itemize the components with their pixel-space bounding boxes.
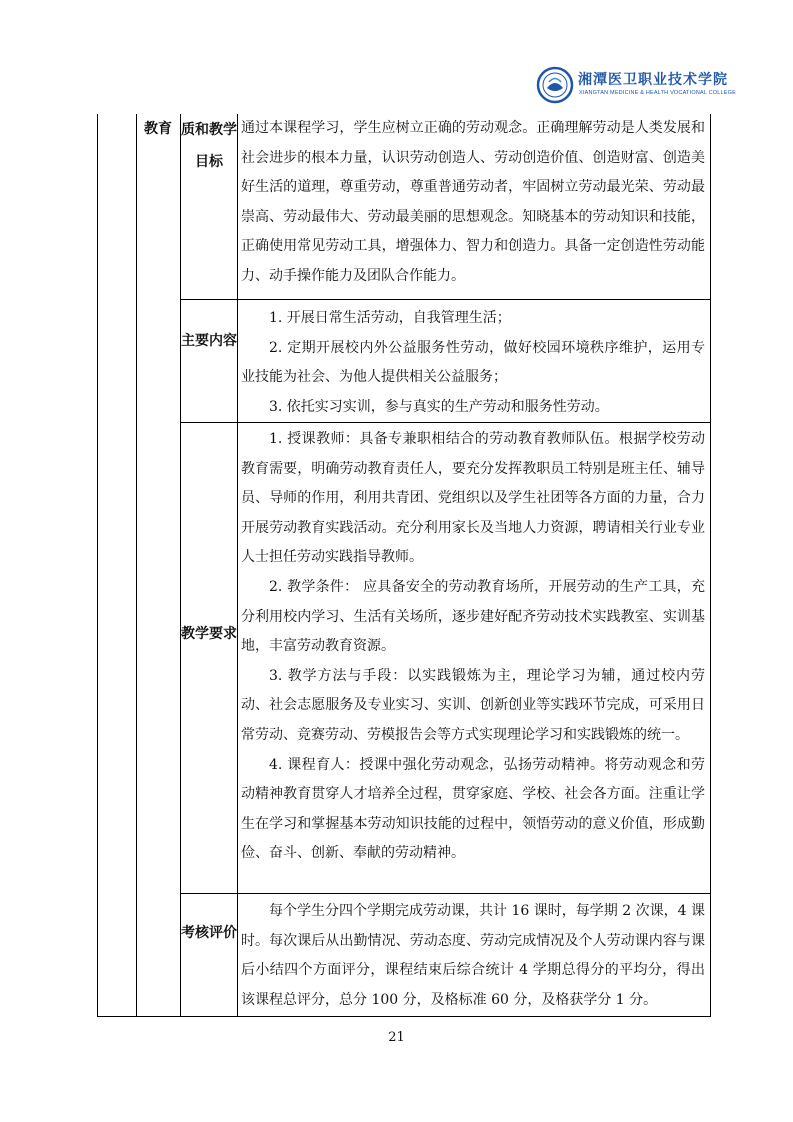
evaluation-label: 考核评价	[181, 925, 237, 941]
content-item: 1. 开展日常生活劳动，自我管理生活；	[269, 310, 511, 326]
requirement-item: 1. 授课教师：具备专兼职相结合的劳动教育教师队伍。根据学校劳动教育需要，明确劳动教育责任人，要充分发挥教职员工特别是班主任、辅导员、导师的作用，利用共青团、党组织以及学生社团等各方面的力量，合力开展劳动教育实践活动。充分利用家长及当地人力资源，聘请相关行业专业人士担任劳动实践指导教师。	[241, 431, 705, 566]
evaluation-paragraph: 每个学生分四个学期完成劳动课，共计 16 课时，每学期 2 次课，4 课时。每次课后从出勤情况、劳动态度、劳动完成情况及个人劳动课内容与课后小结四个方面评分，课程结束后综合统计 4 学期总得分的平均分，得出该课程总评分，总分 100 分，及格标准 60 分，及格获学分 1 分。	[241, 903, 705, 1008]
requirement-item: 2. 教学条件： 应具备安全的劳动教育场所，开展劳动的生产工具，充分利用校内学习、生活有关场所，逐步建好配齐劳动技术实践教室、实训基地，丰富劳动教育资源。	[241, 578, 705, 655]
content-item: 3. 依托实习实训，参与真实的生产劳动和服务性劳动。	[269, 398, 609, 415]
row-divider	[180, 893, 710, 894]
school-logo	[536, 66, 756, 106]
requirement-item: 4. 课程育人：授课中强化劳动观念，弘扬劳动精神。将劳动观念和劳动精神教育贯穿人才培养全过程，贯穿家庭、学校、社会各方面。注重让学生在学习和掌握基本劳动知识技能的过程中，领悟劳动的意义价值，形成勤俭、奋斗、创新、奉献的劳动精神。	[241, 756, 705, 862]
course-table	[97, 114, 711, 1017]
school-name: 湘潭医卫职业技术学院	[578, 72, 728, 88]
content-cell	[241, 304, 705, 422]
evaluation-cell	[241, 897, 705, 1015]
category-label: 教育	[144, 121, 172, 137]
column-divider	[237, 114, 238, 1016]
goal-label: 质和教学目标	[181, 122, 237, 170]
row-divider	[180, 299, 710, 300]
goal-paragraph: 通过本课程学习，学生应树立正确的劳动观念。正确理解劳动是人类发展和社会进步的根本力量，认识劳动创造人、劳动创造价值、创造财富、创造美好生活的道理，尊重劳动，尊重普通劳动者，牢固树立劳动最光荣、劳动最崇高、劳动最伟大、劳动最美丽的思想观念。知晓基本的劳动知识和技能，正确使用常见劳动工具，增强体力、智力和创造力。具备一定创造性劳动能力、动手操作能力及团队合作能力。	[241, 120, 705, 284]
content-label: 主要内容	[181, 333, 237, 349]
school-name-en: XIANGTAN MEDICINE & HEALTH VOCATIONAL COLLEGE	[579, 90, 737, 96]
requirements-label: 教学要求	[181, 626, 237, 642]
content-item: 2. 定期开展校内外公益服务性劳动，做好校园环境秩序维护，运用专业技能为社会、为他人提供相关公益服务；	[241, 339, 705, 386]
page-number: 21	[388, 1030, 405, 1045]
goal-cell	[241, 114, 705, 292]
school-emblem-icon	[536, 66, 574, 104]
column-divider	[136, 114, 137, 1016]
requirement-item: 3. 教学方法与手段：以实践锻炼为主，理论学习为辅，通过校内劳动、社会志愿服务及专业实习、实训、创新创业等实践环节完成，可采用日常劳动、竞赛劳动、劳模报告会等方式实现理论学习和实践锻炼的统一。	[241, 667, 705, 743]
requirements-cell	[241, 425, 705, 869]
column-divider	[180, 114, 181, 1016]
